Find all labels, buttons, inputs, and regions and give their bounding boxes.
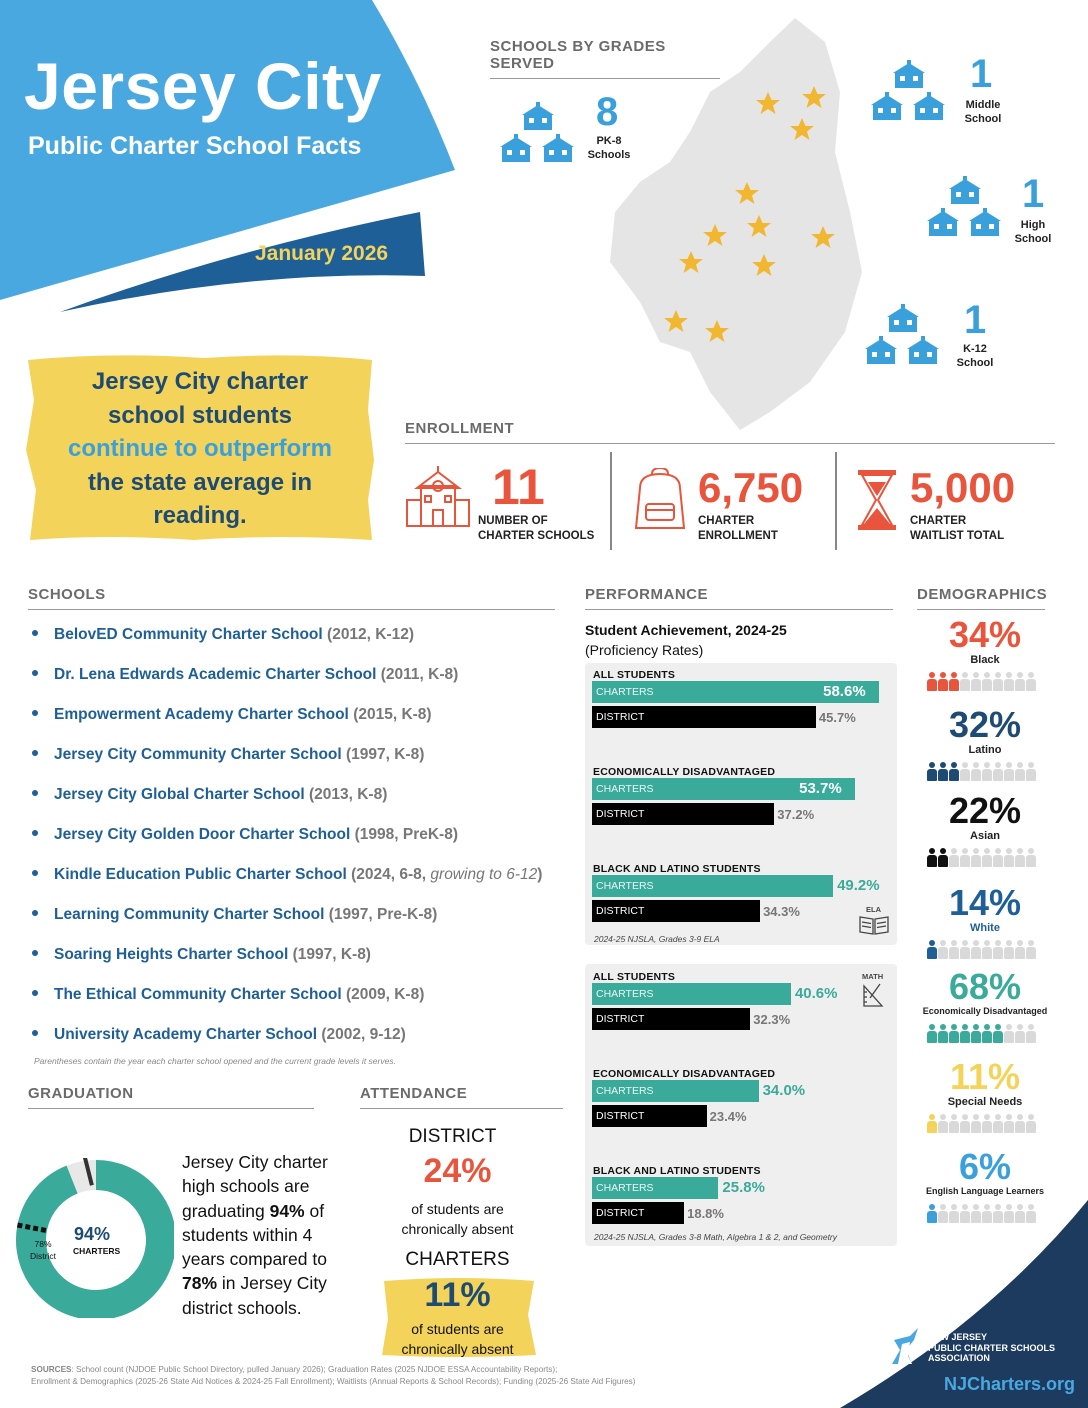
- district-bar-label: DISTRICT: [596, 1207, 645, 1219]
- demographics-title: DEMOGRAPHICS: [917, 586, 1045, 610]
- person-icon: [938, 848, 947, 868]
- attendance-district-pct: 24%: [423, 1152, 492, 1190]
- people-row: [927, 762, 1035, 782]
- page-title: Jersey City: [24, 49, 382, 123]
- school-meta: (2011, K-8): [380, 666, 459, 683]
- person-icon: [927, 1114, 936, 1134]
- district-bar: [592, 900, 760, 922]
- attendance-district-label: DISTRICT: [408, 1126, 497, 1147]
- district-bar: [592, 803, 774, 825]
- person-icon: [982, 1024, 991, 1044]
- person-icon: [949, 762, 958, 782]
- school-list-item: [32, 626, 414, 644]
- graduation-charter-pct: 94%: [74, 1224, 111, 1244]
- person-icon: [1015, 940, 1024, 960]
- demographic-label: Latino: [968, 744, 1002, 756]
- school-name: Jersey City Golden Door Charter School: [54, 826, 351, 843]
- person-icon: [927, 1024, 936, 1044]
- district-bar: [592, 1008, 750, 1030]
- attendance-charter-pct: 11%: [424, 1276, 491, 1314]
- school-meta: (2015, K-8): [353, 706, 432, 723]
- date-label: January 2026: [255, 242, 389, 265]
- divider: [835, 452, 837, 550]
- backpack-icon: [630, 468, 690, 534]
- charter-bar-label: CHARTERS: [596, 880, 654, 892]
- star-icon: [747, 215, 771, 237]
- star-icon: [790, 118, 814, 140]
- person-icon: [960, 848, 969, 868]
- person-icon: [1026, 940, 1035, 960]
- school-meta: (2012, K-12): [327, 626, 415, 643]
- person-icon: [960, 762, 969, 782]
- middle-label: Middle School: [964, 99, 1002, 125]
- bullet-icon: [32, 870, 38, 876]
- charter-bar-label: CHARTERS: [596, 1085, 654, 1097]
- person-icon: [1004, 1114, 1013, 1134]
- school-name: Jersey City Community Charter School: [54, 746, 342, 763]
- bullet-icon: [32, 630, 38, 636]
- people-row: [927, 1114, 1035, 1134]
- demographic-label: Special Needs: [947, 1096, 1023, 1108]
- person-icon: [927, 940, 936, 960]
- bullet-icon: [32, 950, 38, 956]
- person-icon: [927, 672, 936, 692]
- charter-bar: [592, 1177, 718, 1199]
- charter-value: 40.6%: [794, 985, 838, 1002]
- school-name: Jersey City Global Charter School: [54, 786, 305, 803]
- person-icon: [993, 762, 1002, 782]
- person-icon: [993, 1114, 1002, 1134]
- school-list-item: [32, 666, 458, 684]
- person-icon: [982, 940, 991, 960]
- charter-bar-label: CHARTERS: [596, 988, 654, 1000]
- person-icon: [971, 940, 980, 960]
- demographic-pct: 6%: [958, 1146, 1012, 1187]
- page-subtitle: Public Charter School Facts: [28, 132, 362, 160]
- school-name: Soaring Heights Charter School: [54, 946, 289, 963]
- star-icon: [703, 224, 727, 246]
- school-name: Dr. Lena Edwards Academic Charter School: [54, 666, 377, 683]
- person-icon: [938, 672, 947, 692]
- person-icon: [971, 762, 980, 782]
- person-icon: [949, 1024, 958, 1044]
- school-list-item: [32, 986, 424, 1004]
- person-icon: [938, 762, 947, 782]
- charter-value: 53.7%: [799, 780, 842, 797]
- star-icon: [664, 310, 688, 332]
- school-list-item: [32, 706, 432, 724]
- person-icon: [1026, 1114, 1035, 1134]
- person-icon: [1004, 1024, 1013, 1044]
- district-bar: [592, 706, 816, 728]
- district-value: 34.3%: [763, 904, 800, 919]
- school-meta-note: growing to 6-12: [430, 866, 538, 883]
- graduation-text: Jersey City charter high schools are graduating 94% of students within 4 years compared to 78% in Jersey City district schools.: [182, 1152, 328, 1318]
- charter-enrollment-value: 6,750: [698, 464, 804, 511]
- school-cluster-icon: [864, 58, 954, 124]
- charter-value: 34.0%: [762, 1082, 806, 1099]
- demographic-label: Asian: [970, 830, 1000, 842]
- school-meta: (2013, K-8): [308, 786, 388, 803]
- district-bar: [592, 1202, 684, 1224]
- schools-title: SCHOOLS: [28, 586, 555, 610]
- district-value: 32.3%: [753, 1012, 791, 1027]
- school-meta: (2024, 6-8,: [351, 866, 427, 883]
- njpcsa-logo-icon: [888, 1326, 924, 1366]
- person-icon: [960, 1114, 969, 1134]
- school-cluster-icon: [498, 100, 578, 166]
- org-name: NEW JERSEY PUBLIC CHARTER SCHOOLS ASSOCIATION: [928, 1332, 1056, 1363]
- person-icon: [1015, 848, 1024, 868]
- district-value: 23.4%: [709, 1109, 747, 1124]
- district-value: 37.2%: [777, 807, 815, 822]
- person-icon: [1004, 672, 1013, 692]
- group-label: ALL STUDENTS: [593, 971, 676, 983]
- demographic-pct: 11%: [949, 1056, 1021, 1097]
- waitlist-value: 5,000: [910, 464, 1016, 511]
- school-meta: (1998, PreK-8): [354, 826, 458, 843]
- people-row: [927, 848, 1035, 868]
- person-icon: [971, 848, 980, 868]
- star-icon: [705, 320, 729, 342]
- charter-schools-label: NUMBER OF CHARTER SCHOOLS: [478, 515, 595, 542]
- school-meta-end: ): [537, 866, 543, 883]
- schools-footnote: Parentheses contain the year each charter school opened and the current grade levels it serves.: [34, 1056, 396, 1066]
- person-icon: [1015, 1114, 1024, 1134]
- bullet-icon: [32, 830, 38, 836]
- graduation-charter-label: CHARTERS: [73, 1246, 121, 1256]
- star-icon: [802, 86, 826, 108]
- person-icon: [982, 762, 991, 782]
- person-icon: [993, 672, 1002, 692]
- attendance-charter-label: CHARTERS: [405, 1249, 510, 1270]
- person-icon: [1015, 1024, 1024, 1044]
- attendance-charter-text: of students are chronically absent: [401, 1321, 514, 1357]
- school-meta: (1997, Pre-K-8): [328, 906, 438, 923]
- school-building-icon: [405, 464, 471, 530]
- grades-served-title: SCHOOLS BY GRADES SERVED: [490, 38, 720, 79]
- district-bar-label: DISTRICT: [596, 808, 645, 820]
- people-row: [927, 1024, 1035, 1044]
- charter-enrollment-label: CHARTER ENROLLMENT: [698, 515, 778, 542]
- person-icon: [960, 672, 969, 692]
- school-list-item: [32, 866, 542, 884]
- ela-icon-label: ELA: [866, 905, 881, 914]
- attendance-title: ATTENDANCE: [360, 1085, 563, 1109]
- star-icon: [752, 254, 776, 276]
- demographic-label: White: [970, 922, 1000, 934]
- bullet-icon: [32, 670, 38, 676]
- district-bar-label: DISTRICT: [596, 1110, 645, 1122]
- person-icon: [982, 848, 991, 868]
- ela-note: 2024-25 NJSLA, Grades 3-9 ELA: [594, 934, 720, 944]
- charter-bar-label: CHARTERS: [596, 686, 654, 698]
- district-value: 45.7%: [818, 710, 856, 725]
- school-name: The Ethical Community Charter School: [54, 986, 342, 1003]
- person-icon: [993, 940, 1002, 960]
- waitlist-label: CHARTER WAITLIST TOTAL: [910, 515, 1005, 542]
- person-icon: [938, 1024, 947, 1044]
- k12-label: K-12 School: [956, 343, 994, 369]
- performance-subtitle2: (Proficiency Rates): [585, 642, 704, 658]
- divider: [610, 452, 612, 550]
- school-list-item: [32, 746, 424, 764]
- school-name: Kindle Education Public Charter School: [54, 866, 347, 883]
- charter-value: 25.8%: [722, 1179, 765, 1196]
- school-name: Learning Community Charter School: [54, 906, 325, 923]
- person-icon: [927, 762, 936, 782]
- person-icon: [938, 1114, 947, 1134]
- school-cluster-icon: [858, 302, 948, 368]
- math-note: 2024-25 NJSLA, Grades 3-8 Math, Algebra 1 & 2, and Geometry: [594, 1232, 838, 1242]
- enrollment-title: ENROLLMENT: [405, 420, 1055, 444]
- group-label: ECONOMICALLY DISADVANTAGED: [593, 766, 776, 778]
- school-name: Empowerment Academy Charter School: [54, 706, 349, 723]
- person-icon: [960, 940, 969, 960]
- demographic-pct: 14%: [948, 882, 1022, 923]
- district-bar-label: DISTRICT: [596, 905, 645, 917]
- person-icon: [993, 1024, 1002, 1044]
- website-link[interactable]: NJCharters.org: [944, 1374, 1076, 1394]
- bullet-icon: [32, 710, 38, 716]
- charter-value: 58.6%: [823, 683, 866, 700]
- person-icon: [949, 672, 958, 692]
- group-label: BLACK AND LATINO STUDENTS: [593, 863, 761, 875]
- person-icon: [949, 940, 958, 960]
- high-count: 1: [1022, 172, 1045, 216]
- ruler-icon: [860, 982, 886, 1008]
- charter-bar: [592, 983, 791, 1005]
- star-icon: [756, 92, 780, 114]
- demographic-label: Economically Disadvantaged: [922, 1006, 1048, 1016]
- group-label: ECONOMICALLY DISADVANTAGED: [593, 1068, 776, 1080]
- person-icon: [982, 672, 991, 692]
- person-icon: [949, 848, 958, 868]
- charter-schools-count: 11: [492, 459, 545, 515]
- graduation-title: GRADUATION: [28, 1085, 314, 1109]
- school-meta: (2002, 9-12): [321, 1026, 406, 1043]
- bullet-icon: [32, 990, 38, 996]
- charter-bar: [592, 1080, 759, 1102]
- bullet-icon: [32, 790, 38, 796]
- person-icon: [1026, 762, 1035, 782]
- graduation-district-label: 78% District: [30, 1239, 56, 1261]
- person-icon: [927, 848, 936, 868]
- performance-title: PERFORMANCE: [585, 586, 893, 610]
- star-icon: [679, 251, 703, 273]
- person-icon: [1004, 762, 1013, 782]
- school-name: University Academy Charter School: [54, 1026, 318, 1043]
- k12-count: 1: [964, 298, 987, 342]
- school-meta: (2009, K-8): [345, 986, 425, 1003]
- person-icon: [1004, 848, 1013, 868]
- school-meta: (1997, K-8): [346, 746, 425, 763]
- bullet-icon: [32, 1030, 38, 1036]
- school-meta: (1997, K-8): [292, 946, 371, 963]
- person-icon: [971, 1114, 980, 1134]
- high-label: High School: [1014, 219, 1052, 245]
- person-icon: [971, 1024, 980, 1044]
- charter-value: 49.2%: [837, 877, 880, 894]
- person-icon: [1026, 672, 1035, 692]
- school-list-item: [32, 826, 458, 844]
- district-bar-label: DISTRICT: [596, 711, 645, 723]
- person-icon: [960, 1024, 969, 1044]
- demographic-label: Black: [970, 654, 1000, 666]
- district-value: 18.8%: [687, 1206, 724, 1221]
- district-bar-label: DISTRICT: [596, 1013, 645, 1025]
- district-bar: [592, 1105, 707, 1127]
- attendance-district-text: of students are chronically absent: [401, 1201, 514, 1237]
- person-icon: [1026, 1024, 1035, 1044]
- person-icon: [1026, 848, 1035, 868]
- star-icon: [811, 226, 835, 248]
- people-row: [927, 672, 1035, 692]
- person-icon: [971, 672, 980, 692]
- person-icon: [1015, 672, 1024, 692]
- group-label: BLACK AND LATINO STUDENTS: [593, 1165, 761, 1177]
- star-icon: [735, 182, 759, 204]
- charter-bar: [592, 875, 833, 897]
- person-icon: [1015, 762, 1024, 782]
- demographic-pct: 22%: [948, 790, 1022, 831]
- demographic-pct: 68%: [948, 966, 1022, 1007]
- bullet-icon: [32, 910, 38, 916]
- person-icon: [1004, 940, 1013, 960]
- school-list-item: [32, 906, 437, 924]
- person-icon: [993, 848, 1002, 868]
- charter-bar-label: CHARTERS: [596, 783, 654, 795]
- demographic-label: English Language Learners: [925, 1186, 1045, 1196]
- school-list-item: [32, 786, 387, 804]
- middle-count: 1: [970, 52, 993, 96]
- demographic-pct: 34%: [948, 614, 1022, 655]
- person-icon: [949, 1114, 958, 1134]
- callout-text: Jersey City charter school students continue to outperform the state average in reading.: [68, 368, 332, 529]
- pk8-label: PK-8 Schools: [587, 135, 631, 161]
- demographic-pct: 32%: [948, 704, 1022, 745]
- school-list-item: [32, 946, 371, 964]
- person-icon: [982, 1114, 991, 1134]
- school-name: BelovED Community Charter School: [54, 626, 323, 643]
- math-icon-label: MATH: [862, 972, 884, 981]
- pk8-count: 8: [596, 90, 619, 134]
- person-icon: [938, 940, 947, 960]
- charter-bar-label: CHARTERS: [596, 1182, 654, 1194]
- book-icon: [858, 914, 890, 936]
- school-list-item: [32, 1026, 406, 1044]
- school-cluster-icon: [920, 174, 1010, 240]
- hourglass-icon: [856, 470, 898, 530]
- sources: SOURCES: School count (NJDOE Public School Directory, pulled January 2026); Graduation Rates (2025 NJDOE ESSA Accountability Reports); Enrollment & Demographics (2025-26 State Aid Notices & 2024-25 Fall Enrollment); Waitlists (Annual Reports & School Records); Funding (2025-26 State Aid Figures): [31, 1365, 636, 1386]
- performance-subtitle: Student Achievement, 2024-25: [585, 622, 787, 638]
- people-row: [927, 940, 1035, 960]
- group-label: ALL STUDENTS: [593, 669, 676, 681]
- bullet-icon: [32, 750, 38, 756]
